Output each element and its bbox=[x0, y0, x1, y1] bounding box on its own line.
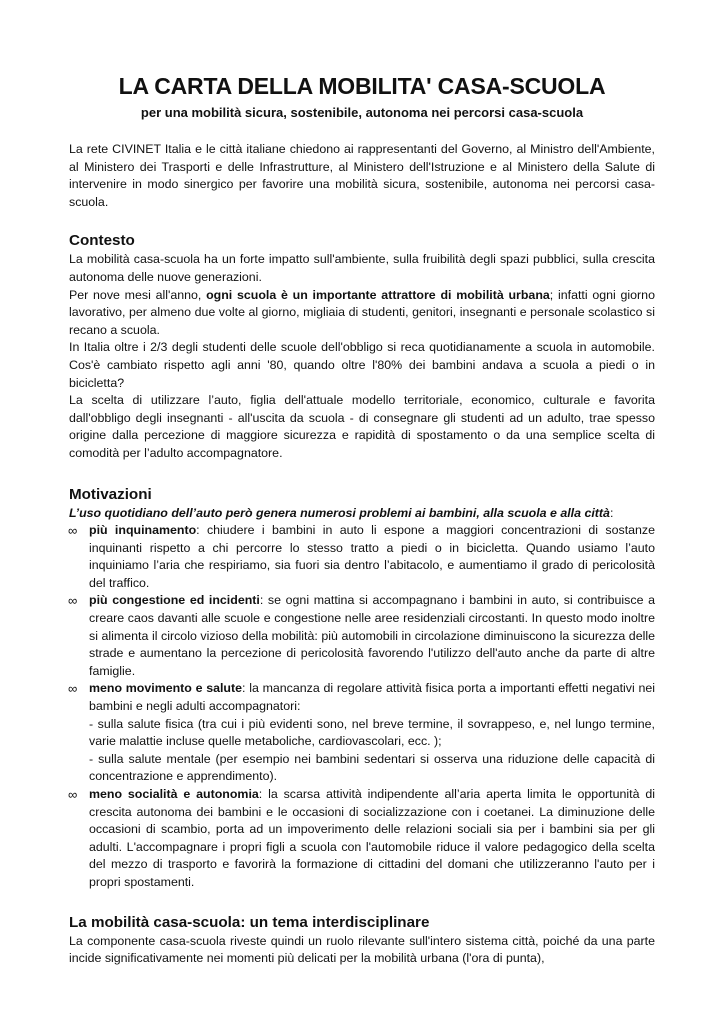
list-item-title: più congestione ed incidenti bbox=[89, 593, 260, 608]
list-item bbox=[69, 592, 655, 680]
motivazioni-lead-text: L’uso quotidiano dell’auto però genera numerosi problemi ai bambini, alla scuola e alla città bbox=[69, 505, 610, 520]
motivazioni-list bbox=[69, 522, 655, 891]
list-item-title: più inquinamento bbox=[89, 523, 197, 538]
section-heading-contesto: Contesto bbox=[69, 232, 135, 250]
document-subtitle: per una mobilità sicura, sostenibile, autonoma nei percorsi casa-scuola bbox=[140, 105, 584, 120]
contesto-p2-text-start: Per nove mesi all'anno, bbox=[69, 287, 207, 302]
document-title: LA CARTA DELLA MOBILITA' CASA-SCUOLA bbox=[118, 73, 606, 99]
infinity-bullet-icon: ∞ bbox=[68, 523, 78, 539]
infinity-bullet-icon: ∞ bbox=[68, 787, 78, 802]
document-page bbox=[69, 72, 655, 968]
motivazioni-lead-colon: : bbox=[609, 505, 614, 520]
list-item-text: : se ogni mattina si accompagnano i bambini in auto, si contribuisce a creare caos davanti alle scuole e congestione nelle aree residenziali circostanti. In questo modo inoltre si alimenta il circolo vizioso della mobilità: più automobili in circolazione diminuiscono la sicurezza delle strade e aumentano la percezione di pericolosità favorendo l'utilizzo dell'auto anche da parte di altre famiglie. bbox=[89, 593, 655, 678]
list-subitem-mental-health: - sulla salute mentale (per esempio nei bambini sedentari si osserva una riduzione delle capacità di concentrazione e apprendimento). bbox=[89, 751, 655, 784]
list-item bbox=[69, 786, 655, 892]
intro-paragraph: La rete CIVINET Italia e le città italiane chiedono ai rappresentanti del Governo, al Ministro dell'Ambiente, al Ministero dei Trasporti e delle Infrastrutture, al Ministero dell'Istruzione e al Ministero della Salute di intervenire in modo sinergico per favorire una mobilità sicura, sostenibile, autonoma nei percorsi casa-scuola. bbox=[69, 142, 655, 209]
section-heading-mobilita: La mobilità casa-scuola: un tema interdisciplinare bbox=[69, 913, 430, 931]
contesto-paragraph-4: La scelta di utilizzare l’auto, figlia dell'attuale modello territoriale, economico, culturale e favorita dall'obbligo degli insegnanti - all'uscita da scuola - di consegnare gli studenti ad un adulto, trae spesso origine dalla percezione di maggiore sicurezza e rapidità di spostamento o da una semplice scelta di comodità per l’adulto accompagnatore. bbox=[69, 393, 655, 460]
list-item-text: : la scarsa attività indipendente all’aria aperta limita le opportunità di crescita autonoma dei bambini e le occasioni di socializzazione con i coetanei. La diminuzione delle occasioni di scambio, porta ad un impoverimento delle relazioni sociali sia per i bambini sia per gli adulti. L'accompagnare i propri figli a scuola con l'automobile riduce il valore pedagogico della scelta del mezzo di trasporto e favorirà la formazione di cittadini del domani che utilizzeranno l'auto per i propri spostamenti. bbox=[89, 787, 655, 889]
infinity-bullet-icon: ∞ bbox=[68, 593, 78, 609]
list-item-text: : chiudere i bambini in auto li espone a maggiori concentrazioni di sostanze inquinanti rispetto a chi percorre lo stesso tratto a piedi o in bicicletta. Quando usiamo l’auto inquiniamo l’aria che respiriamo, sia fuori sia dentro l’abitacolo, e aumentiamo il grado di pericolosità del traffico. bbox=[89, 523, 656, 590]
contesto-paragraph-1: La mobilità casa-scuola ha un forte impatto sull'ambiente, sulla fruibilità degli spazi pubblici, sulla crescita autonoma delle nuove generazioni. bbox=[69, 252, 655, 284]
list-item-text: : la mancanza di regolare attività fisica porta a importanti effetti negativi nei bambini e negli adulti accompagnatori: bbox=[89, 681, 655, 714]
mobilita-paragraph-1: La componente casa-scuola riveste quindi un ruolo rilevante sull'intero sistema città, poiché da una parte incide significativamente nei momenti più delicati per la mobilità urbana (l'ora di punta), bbox=[69, 933, 655, 966]
list-item-title: meno movimento e salute bbox=[89, 681, 243, 696]
contesto-p2-text-end: ; infatti ogni giorno lavorativo, per almeno due volte al giorno, migliaia di studenti, genitori, insegnanti e personale scolastico si recano a scuola. bbox=[69, 287, 655, 337]
contesto-p2-emphasis: ogni scuola è un importante attrattore di mobilità urbana bbox=[206, 287, 550, 302]
contesto-paragraph-2 bbox=[69, 287, 655, 340]
list-item bbox=[69, 522, 655, 592]
contesto-paragraph-3: In Italia oltre i 2/3 degli studenti delle scuole dell'obbligo si reca quotidianamente a scuola in automobile. Cos'è cambiato rispetto agli anni '80, quando oltre l'80% dei bambini andava a scuola a piedi o in bicicletta? bbox=[69, 340, 655, 390]
motivazioni-lead bbox=[69, 505, 655, 523]
infinity-bullet-icon: ∞ bbox=[68, 681, 78, 697]
list-item-title: meno socialità e autonomia bbox=[89, 787, 259, 801]
section-heading-motivazioni: Motivazioni bbox=[69, 485, 152, 503]
list-item bbox=[69, 680, 655, 786]
list-subitem-physical-health: - sulla salute fisica (tra cui i più evidenti sono, nel breve termine, il sovrappeso, e, nel lungo termine, varie malattie incluse quelle metaboliche, cardiovascolari, ecc. ); bbox=[89, 716, 655, 749]
